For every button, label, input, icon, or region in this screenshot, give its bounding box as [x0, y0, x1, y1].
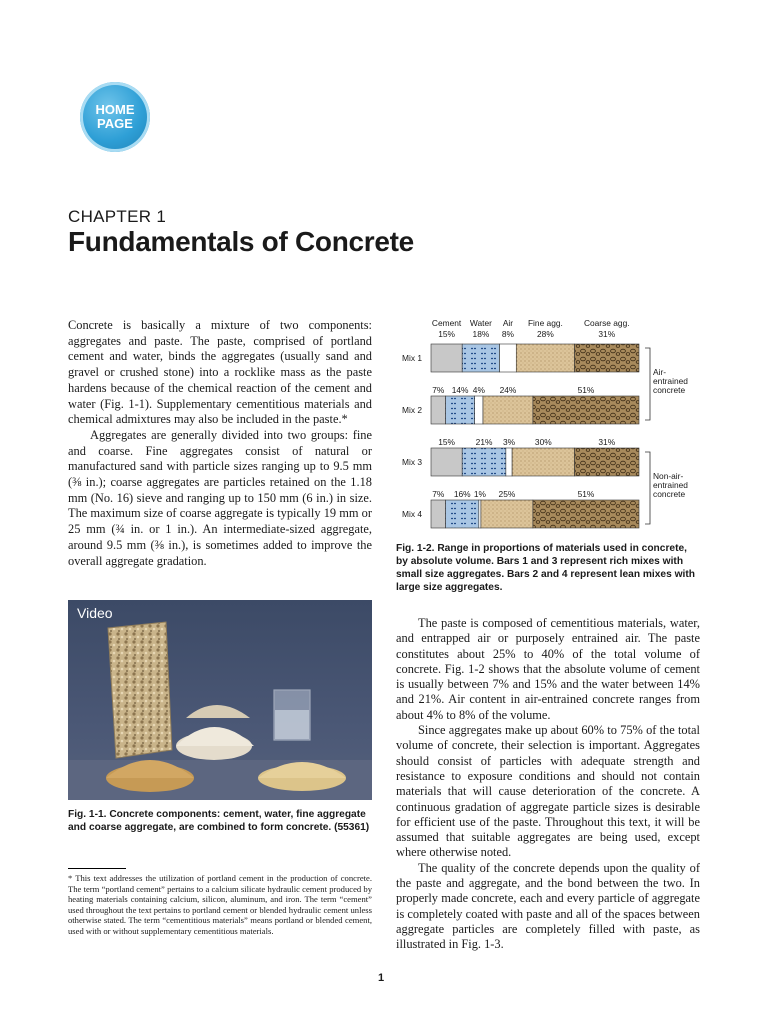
chapter-title: Fundamentals of Concrete — [68, 226, 414, 257]
bar-segment — [533, 500, 639, 528]
bar-segment — [516, 344, 574, 372]
video-link[interactable]: Video — [77, 605, 113, 621]
home-page-label-line1: HOME — [95, 102, 135, 117]
figure-1-1-caption: Fig. 1-1. Concrete components: cement, water, fine aggregate and coarse aggregate, are combined to form concrete. (55361) — [68, 809, 370, 833]
bar-segment — [462, 344, 499, 372]
paragraph: Since aggregates make up about 60% to 75% of the total volume of concrete, their selection is important. Aggregates should consist of particles with adequate strength and resistance to exposure conditions and should not contain materials that will cause deterioration of the concrete. A continuous gradation of aggregate particle sizes is desirable for efficient use of the paste. Throughout this text, it will be assumed that suitable aggregates are being used, except where otherwise noted. — [396, 723, 700, 860]
bar-segment — [475, 396, 483, 424]
component-header: Coarse agg. — [583, 318, 630, 328]
value-label: 24% — [499, 385, 517, 395]
bar-segment — [431, 448, 462, 476]
value-label: 31% — [598, 437, 616, 447]
left-column — [68, 318, 372, 569]
bar-segment — [431, 344, 462, 372]
bar-segment — [506, 448, 512, 476]
paragraph: Aggregates are generally divided into two groups: fine and coarse. Fine aggregates consist of natural or manufactured sand with particle sizes ranging up to 9.5 mm (⅜ in.); coarse aggregates are particles retained on the 1.18 mm (No. 16) sieve and ranging up to 150 mm (6 in.) in size. The maximum size of coarse aggregate is typically 19 mm or 25 mm (¾ in. or 1 in.). An intermediate-sized aggregate, around 9.5 mm (⅜ in.), is sometimes added to improve the overall aggregate gradation. — [68, 427, 372, 568]
group-label: Non-air- — [653, 471, 684, 481]
mix-proportions-chart — [400, 316, 700, 536]
component-header: Air — [502, 318, 514, 328]
concrete-components-photo[interactable] — [68, 600, 372, 800]
group-bracket — [645, 452, 650, 524]
home-page-button[interactable] — [80, 82, 150, 152]
value-label: 14% — [451, 385, 469, 395]
chapter-label: CHAPTER 1 — [68, 207, 167, 226]
group-label: Air- — [653, 367, 667, 377]
bar-segment — [575, 448, 639, 476]
value-label: 51% — [577, 385, 595, 395]
bar-segment — [479, 500, 481, 528]
home-page-label-line2: PAGE — [97, 116, 133, 131]
group-label: concrete — [653, 385, 686, 395]
chart-svg — [400, 316, 700, 536]
component-header: Water — [469, 318, 492, 328]
value-label: 15% — [438, 437, 455, 447]
value-label: 7% — [432, 489, 445, 499]
bar-segment — [446, 500, 479, 528]
group-label: concrete — [653, 489, 686, 499]
mix-label: Mix 1 — [402, 353, 423, 363]
footnote-divider — [68, 868, 126, 869]
value-label: 18% — [472, 329, 490, 339]
group-label: entrained — [653, 376, 688, 386]
right-column — [396, 616, 700, 953]
bar-segment — [575, 344, 639, 372]
photo-illustration — [68, 600, 372, 800]
value-label: 28% — [537, 329, 554, 339]
figure-1-2-caption: Fig. 1-2. Range in proportions of materials used in concrete, by absolute volume. Bars 1 and 3 represent rich mixes with small size aggregates. Bars 2 and 4 represent lean mixes with large size aggregates. — [396, 543, 695, 593]
value-label: 15% — [438, 329, 455, 339]
bar-segment — [483, 396, 533, 424]
value-label: 16% — [453, 489, 471, 499]
value-label: 31% — [598, 329, 616, 339]
group-bracket — [645, 348, 650, 420]
value-label: 25% — [498, 489, 516, 499]
page-number: 1 — [378, 972, 385, 984]
group-label: entrained — [653, 480, 688, 490]
value-label: 4% — [472, 385, 485, 395]
value-label: 21% — [475, 437, 493, 447]
bar-segment — [481, 500, 533, 528]
mix-label: Mix 4 — [402, 509, 423, 519]
bar-segment — [431, 500, 446, 528]
component-header: Fine agg. — [527, 318, 563, 328]
paragraph: The paste is composed of cementitious materials, water, and entrapped air or purposely entrained air. The paste constitutes about 25% to 40% of the total volume of concrete. Fig. 1-2 shows that the absolute volume of cement is usually between 7% and 15% and the water between 14% and 21%. Air content in air-entrained concrete ranges from about 4% to 8% of the volume. — [396, 616, 700, 722]
mix-label: Mix 2 — [402, 405, 423, 415]
value-label: 3% — [502, 437, 516, 447]
mix-label: Mix 3 — [402, 457, 423, 467]
bar-segment — [512, 448, 574, 476]
bar-segment — [446, 396, 475, 424]
component-header: Cement — [431, 318, 462, 328]
value-label: 7% — [432, 385, 445, 395]
footnote: * This text addresses the utilization of portland cement in the production of concrete. The term “portland cement” pertains to a calcium silicate hydraulic cement produced by heating materials containing calcium, silicon, aluminum, and iron. The term “cement” used throughout the text pertains to portland cement or blended hydraulic cement unless otherwise stated. The term “cementitious materials” means portland or blended cement, used with or without supplementary cementitious materials. — [68, 873, 372, 936]
value-label: 8% — [501, 329, 515, 339]
value-label: 51% — [577, 489, 595, 499]
bar-segment — [431, 396, 446, 424]
bar-segment — [500, 344, 517, 372]
bar-segment — [533, 396, 639, 424]
value-label: 1% — [473, 489, 486, 499]
paragraph: The quality of the concrete depends upon the quality of the paste and aggregate, and the bond between the two. In properly made concrete, each and every particle of aggregate is completely coated with paste and all of the spaces between aggregate particles are completely filled with paste, as illustrated in Fig. 1-3. — [396, 860, 700, 952]
value-label: 30% — [534, 437, 552, 447]
bar-segment — [462, 448, 506, 476]
paragraph: Concrete is basically a mixture of two components: aggregates and paste. The paste, comprised of portland cement and water, binds the aggregates (usually sand and gravel or crushed stone) into a rocklike mass as the paste hardens because of the chemical reaction of the cement and water (Fig. 1-1). Supplementary cementitious materials and chemical admixtures may also be included in the paste.* — [68, 318, 372, 427]
